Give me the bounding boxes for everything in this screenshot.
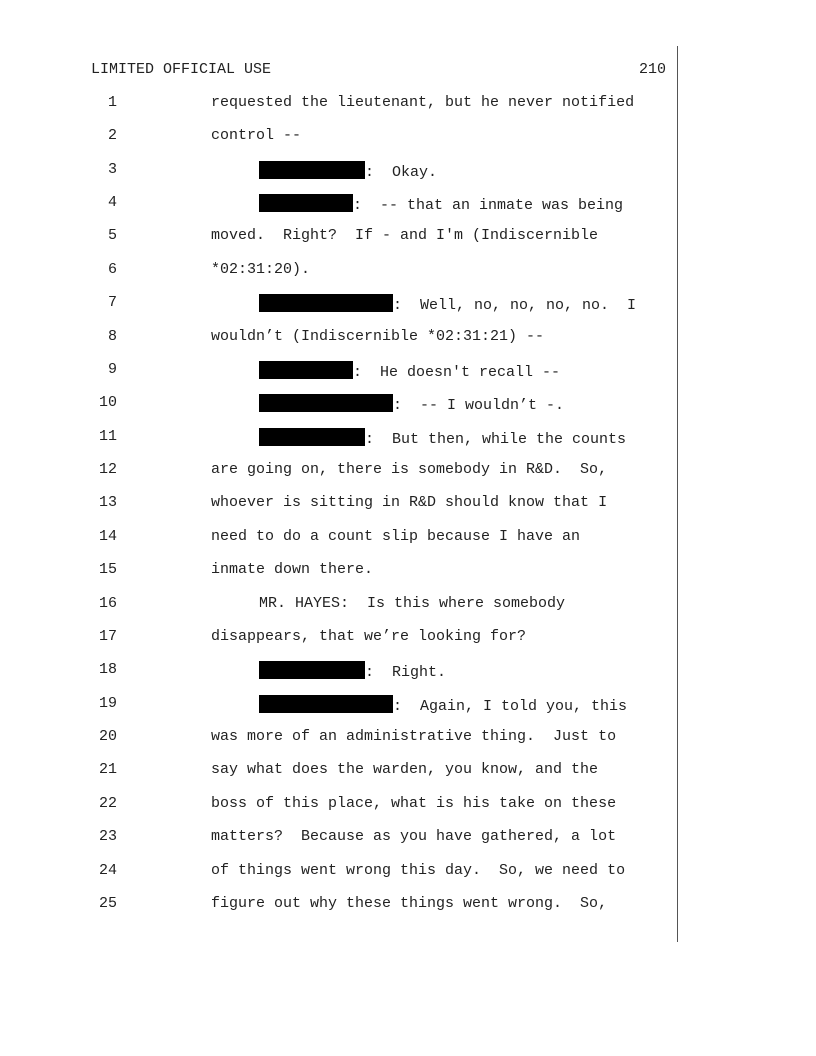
line-content: matters? Because as you have gathered, a lot <box>211 828 617 846</box>
line-content: wouldn’t (Indiscernible *02:31:21) -- <box>211 327 545 345</box>
line-content: : Right. <box>365 664 447 682</box>
line-text <box>211 94 634 111</box>
line-number: 2 <box>107 127 117 145</box>
line-content: of things went wrong this day. So, we need to <box>211 861 626 879</box>
line-text <box>259 194 623 214</box>
line-text <box>259 595 565 612</box>
line-text <box>259 661 446 681</box>
line-content: : Okay. <box>365 163 438 181</box>
line-number: 11 <box>98 427 117 445</box>
transcript-line <box>0 895 816 915</box>
line-content: : But then, while the counts <box>365 430 627 448</box>
line-content: : Well, no, no, no, no. I <box>393 297 637 315</box>
line-text <box>211 494 607 511</box>
line-content: say what does the warden, you know, and the <box>211 761 599 779</box>
line-number: 22 <box>98 794 117 812</box>
transcript-line <box>0 361 816 381</box>
line-text <box>211 261 310 278</box>
line-text <box>211 728 616 745</box>
line-content: requested the lieutenant, but he never notified <box>211 94 635 111</box>
line-number: 21 <box>98 761 117 779</box>
line-number: 15 <box>98 561 117 579</box>
transcript-line <box>0 728 816 748</box>
line-text <box>259 294 636 314</box>
transcript-line <box>0 628 816 648</box>
line-number: 14 <box>98 527 117 545</box>
transcript-line <box>0 294 816 314</box>
line-text <box>211 461 607 478</box>
transcript-line <box>0 561 816 581</box>
line-content: MR. HAYES: Is this where somebody <box>259 594 566 612</box>
line-content: moved. Right? If - and I'm (Indiscernible <box>211 227 599 245</box>
line-content: are going on, there is somebody in R&D. So, <box>211 461 608 479</box>
line-number: 4 <box>107 194 117 212</box>
transcript-line <box>0 661 816 681</box>
redaction-box <box>259 361 353 379</box>
line-content: need to do a count slip because I have an <box>211 527 581 545</box>
redaction-box <box>259 161 365 179</box>
transcript-line <box>0 528 816 548</box>
redaction-box <box>259 695 393 713</box>
line-number: 5 <box>107 227 117 245</box>
line-number: 12 <box>98 461 117 479</box>
transcript-line <box>0 494 816 514</box>
line-text <box>211 127 301 144</box>
line-text <box>259 361 560 381</box>
transcript-line <box>0 328 816 348</box>
line-content: : Again, I told you, this <box>393 697 628 715</box>
transcript-line <box>0 795 816 815</box>
line-number: 1 <box>107 94 117 111</box>
transcript-line <box>0 194 816 214</box>
line-number: 3 <box>107 160 117 178</box>
line-number: 24 <box>98 861 117 879</box>
page-number: 210 <box>638 61 666 78</box>
transcript-line <box>0 428 816 448</box>
line-content: boss of this place, what is his take on these <box>211 794 617 812</box>
transcript-line <box>0 761 816 781</box>
redaction-box <box>259 661 365 679</box>
line-text <box>259 695 627 715</box>
line-number: 17 <box>98 627 117 645</box>
line-number: 7 <box>107 294 117 312</box>
transcript-line <box>0 828 816 848</box>
line-text <box>211 795 616 812</box>
transcript-line <box>0 127 816 147</box>
transcript-line <box>0 261 816 281</box>
line-content: : -- I wouldn’t -. <box>393 397 565 415</box>
line-text <box>211 761 598 778</box>
line-text <box>211 828 616 845</box>
transcript-line <box>0 695 816 715</box>
transcript-line <box>0 161 816 181</box>
line-text <box>211 227 598 244</box>
line-number: 25 <box>98 894 117 912</box>
transcript-line <box>0 862 816 882</box>
line-number: 6 <box>107 260 117 278</box>
line-number: 10 <box>98 394 117 412</box>
line-content: inmate down there. <box>211 561 374 579</box>
transcript-line <box>0 94 816 114</box>
line-number: 19 <box>98 694 117 712</box>
redaction-box <box>259 394 393 412</box>
line-text <box>259 394 564 414</box>
redaction-box <box>259 194 353 212</box>
line-text <box>211 561 373 578</box>
transcript-line <box>0 461 816 481</box>
redaction-box <box>259 294 393 312</box>
line-text <box>259 428 626 448</box>
line-content: disappears, that we’re looking for? <box>211 627 527 645</box>
transcript-line <box>0 394 816 414</box>
transcript-line <box>0 227 816 247</box>
line-number: 13 <box>98 494 117 512</box>
line-text <box>259 161 437 181</box>
line-text <box>211 862 625 879</box>
line-text <box>211 328 544 345</box>
line-content: whoever is sitting in R&D should know that I <box>211 494 608 512</box>
line-number: 8 <box>107 327 117 345</box>
transcript-line <box>0 595 816 615</box>
line-content: *02:31:20). <box>211 260 311 278</box>
line-text <box>211 528 580 545</box>
classification-header: LIMITED OFFICIAL USE <box>91 61 272 78</box>
line-content: : -- that an inmate was being <box>353 197 624 215</box>
line-text <box>211 895 607 912</box>
line-text <box>211 628 526 645</box>
line-content: control -- <box>211 127 302 145</box>
line-number: 16 <box>98 594 117 612</box>
line-number: 9 <box>107 360 117 378</box>
line-number: 23 <box>98 828 117 846</box>
line-content: was more of an administrative thing. Just to <box>211 728 617 746</box>
line-content: figure out why these things went wrong. So, <box>211 894 608 912</box>
line-number: 18 <box>98 661 117 679</box>
line-content: : He doesn't recall -- <box>353 363 561 381</box>
redaction-box <box>259 428 365 446</box>
line-number: 20 <box>98 728 117 746</box>
